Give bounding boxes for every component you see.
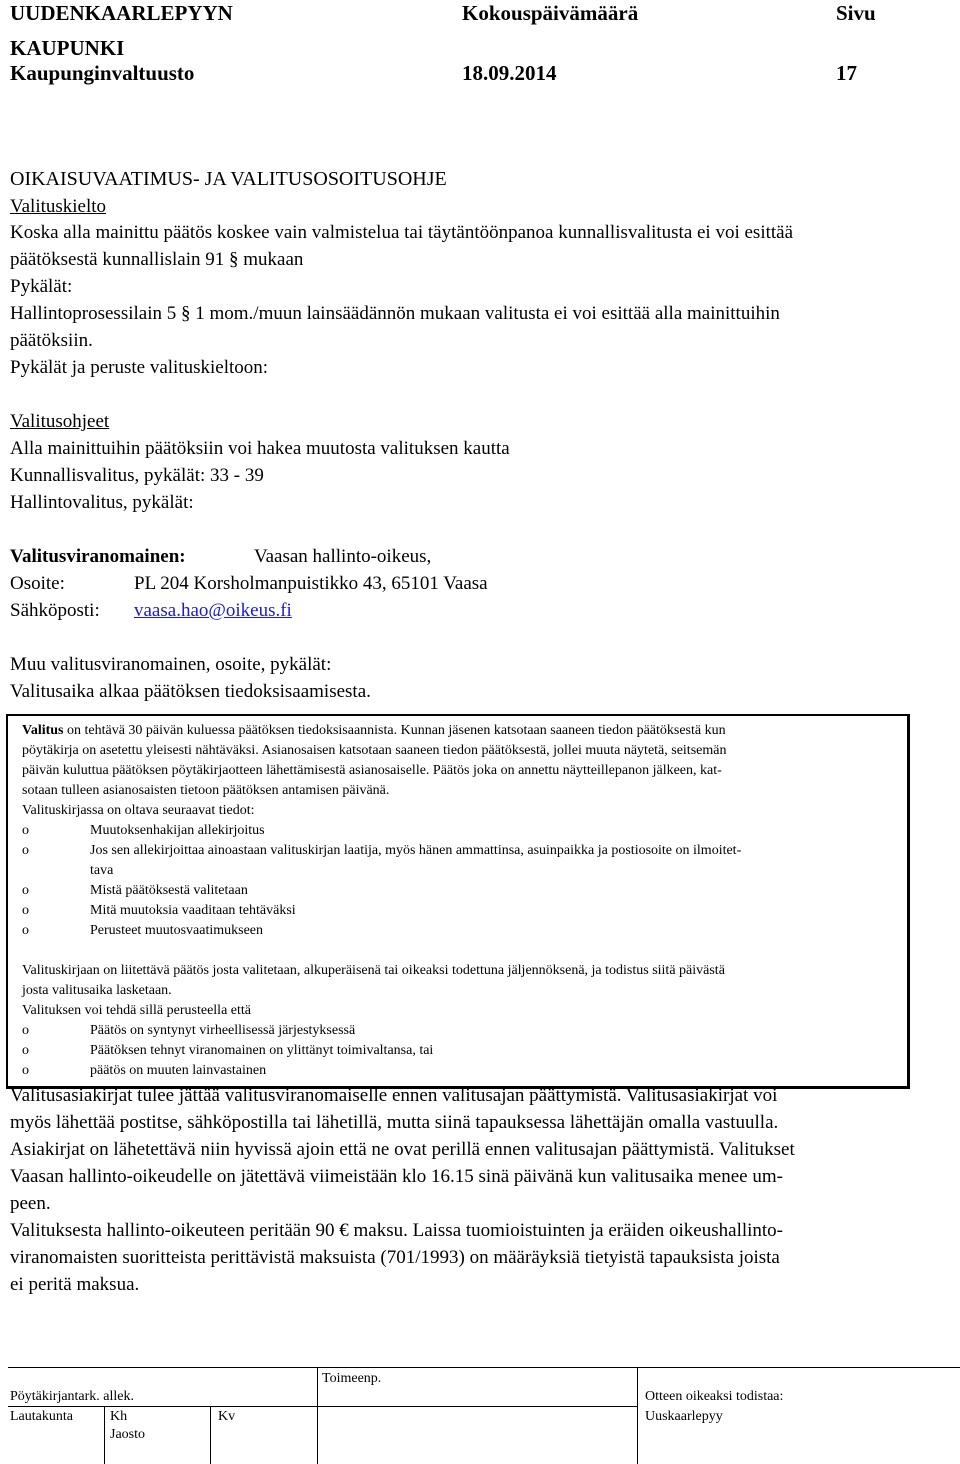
org-name-line2: KAUPUNKI: [10, 36, 125, 60]
kh-label: Kh: [110, 1409, 128, 1424]
list-item: Perusteet muutosvaatimukseen: [90, 923, 264, 938]
bullet-marker: o: [22, 1043, 29, 1058]
page-number: 17: [836, 61, 857, 85]
text-line: Kunnallisvalitus, pykälät: 33 - 39: [10, 465, 264, 486]
box-line-text: on tehtävä 30 päivän kuluessa päätöksen tiedoksisaannista. Kunnan jäsenen katsotaan saaneen tiedon päätöksestä kun: [63, 723, 726, 738]
meeting-date: 18.09.2014: [462, 61, 557, 85]
box-line: josta valitusaika lasketaan.: [22, 983, 172, 998]
bullet-marker: o: [22, 923, 29, 938]
box-bold-word: Valitus: [22, 723, 64, 738]
footer-divider: [637, 1367, 638, 1464]
text-line: Valituksesta hallinto-oikeuteen peritään 90 € maksu. Laissa tuomioistuinten ja eräiden oikeushallinto-: [10, 1220, 784, 1241]
date-label: Kokouspäivämäärä: [462, 1, 639, 25]
text-line: peen.: [10, 1193, 51, 1214]
box-line: Valituskirjassa on oltava seuraavat tiedot:: [22, 803, 255, 818]
text-line: Vaasan hallinto-oikeudelle on jätettävä viimeistään klo 16.15 sinä päivänä kun valitusaika menee um-: [10, 1166, 783, 1187]
list-item: Päätös on syntynyt virheellisessä järjestyksessä: [90, 1023, 356, 1038]
body-name: Kaupunginvaltuusto: [10, 61, 195, 85]
email-link[interactable]: vaasa.hao@oikeus.fi: [134, 600, 292, 621]
org-name-line1: UUDENKAARLEPYYN: [10, 1, 233, 25]
box-line: sotaan tulleen asianosaisten tietoon päätöksen antamisen päivänä.: [22, 783, 390, 798]
authority-name: Vaasan hallinto-oikeus,: [254, 546, 432, 567]
section-heading-valitusohjeet: Valitusohjeet: [10, 411, 110, 432]
jaosto-label: Jaosto: [110, 1427, 145, 1442]
box-line: [22, 723, 726, 739]
text-line: Valitusasiakirjat tulee jättää valitusviranomaiselle ennen valitusajan päättymistä. Valitusasiakirjat voi: [10, 1085, 778, 1106]
section-heading-valituskielto: Valituskielto: [10, 196, 107, 217]
pk-tarkastus-label: Pöytäkirjantark. allek.: [10, 1389, 135, 1404]
text-line: päätöksiin.: [10, 330, 93, 351]
text-line: Hallintovalitus, pykälät:: [10, 492, 194, 513]
text-line: Asiakirjat on lähetettävä niin hyvissä ajoin että ne ovat perillä ennen valitusajan päättymistä. Valitukset: [10, 1139, 795, 1160]
text-line: päätöksestä kunnallislain 91 § mukaan: [10, 249, 304, 270]
box-line: päivän kuluttua päätöksen pöytäkirjaotteen lähettämisestä asianosaiselle. Päätös joka on annettu näytteillepanon jälkeen, kat-: [22, 763, 722, 778]
otteen-label: Otteen oikeaksi todistaa:: [645, 1389, 784, 1404]
text-line: Pykälät ja peruste valituskieltoon:: [10, 357, 269, 378]
text-line: Pykälät:: [10, 276, 73, 297]
bullet-marker: o: [22, 883, 29, 898]
text-line: myös lähettää postitse, sähköpostilla tai lähetillä, mutta siinä tapauksessa lähettäjän omalla vastuulla.: [10, 1112, 779, 1133]
bullet-marker: o: [22, 1063, 29, 1078]
page-title: OIKAISUVAATIMUS- JA VALITUSOSOITUSOHJE: [10, 168, 447, 190]
footer-rule-middle: [8, 1406, 637, 1407]
text-line: Koska alla mainittu päätös koskee vain valmistelua tai täytäntöönpanoa kunnallisvalitusta ei voi esittää: [10, 222, 794, 243]
kv-label: Kv: [218, 1409, 236, 1424]
list-item: Muutoksenhakijan allekirjoitus: [90, 823, 265, 838]
footer-rule-top: [8, 1367, 960, 1368]
lautakunta-label: Lautakunta: [10, 1409, 73, 1424]
text-line: ei peritä maksua.: [10, 1274, 140, 1295]
toimeenp-label: Toimeenp.: [322, 1371, 382, 1386]
list-item: Päätöksen tehnyt viranomainen on ylittänyt toimivaltansa, tai: [90, 1043, 434, 1058]
email-label: Sähköposti:: [10, 600, 100, 621]
box-line: Valituskirjaan on liitettävä päätös josta valitetaan, alkuperäisenä tai oikeaksi todettuna jäljennöksenä, ja todistus siitä päivästä: [22, 963, 725, 978]
place-label: Uuskaarlepyy: [645, 1409, 723, 1424]
box-line: Valituksen voi tehdä sillä perusteella että: [22, 1003, 251, 1018]
box-line: pöytäkirja on asetettu yleisesti nähtäväksi. Asianosaisen katsotaan saaneen tiedon päätöksestä, jollei muuta näytetä, seitsemän: [22, 743, 727, 758]
text-line: Alla mainittuihin päätöksiin voi hakea muutosta valituksen kautta: [10, 438, 510, 459]
authority-label: Valitusviranomainen:: [10, 546, 186, 567]
list-item-continuation: tava: [90, 863, 114, 878]
address-label: Osoite:: [10, 573, 65, 594]
footer-divider: [104, 1406, 105, 1464]
list-item: Mitä muutoksia vaaditaan tehtäväksi: [90, 903, 296, 918]
footer-divider: [317, 1367, 318, 1464]
bullet-marker: o: [22, 1023, 29, 1038]
address-value: PL 204 Korsholmanpuistikko 43, 65101 Vaasa: [134, 573, 488, 594]
text-line: Muu valitusviranomainen, osoite, pykälät:: [10, 654, 332, 675]
page-label: Sivu: [836, 1, 876, 25]
bullet-marker: o: [22, 903, 29, 918]
bullet-marker: o: [22, 823, 29, 838]
bullet-marker: o: [22, 843, 29, 858]
list-item: Jos sen allekirjoittaa ainoastaan valituskirjan laatija, myös hänen ammattinsa, asuinpaikka ja postiosoite on ilmoitet-: [90, 843, 742, 858]
text-line: viranomaisten suoritteista perittävistä maksuista (701/1993) on määräyksiä tietyistä tapauksista joista: [10, 1247, 780, 1268]
list-item: päätös on muuten lainvastainen: [90, 1063, 267, 1078]
text-line: Valitusaika alkaa päätöksen tiedoksisaamisesta.: [10, 681, 371, 702]
text-line: Hallintoprosessilain 5 § 1 mom./muun lainsäädännön mukaan valitusta ei voi esittää alla mainittuihin: [10, 303, 780, 324]
list-item: Mistä päätöksestä valitetaan: [90, 883, 248, 898]
footer-divider: [210, 1406, 211, 1464]
